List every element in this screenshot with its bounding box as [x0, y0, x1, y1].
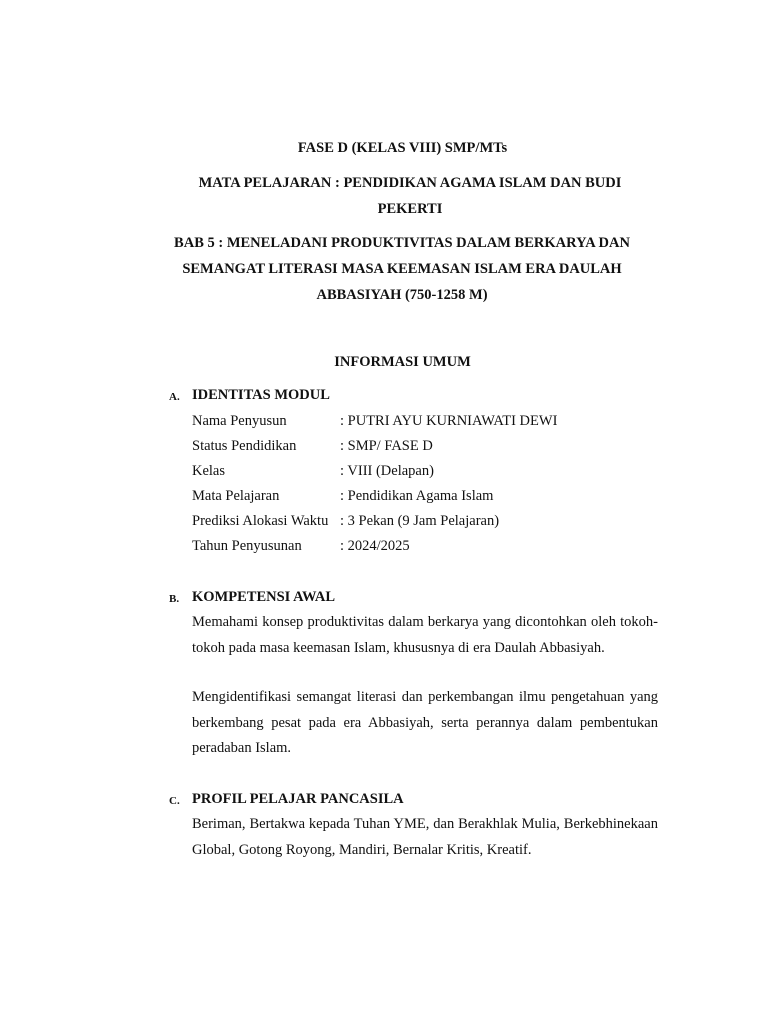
identity-value: : VIII (Delapan)	[340, 463, 434, 479]
initial-competence-paragraph: Mengidentifikasi semangat literasi dan perkembangan ilmu pengetahuan yang berkembang pesat pada era Abbasiyah, serta perannya dalam pembentukan peradaban Islam.	[192, 689, 658, 756]
identity-key: Tahun Penyusunan	[192, 538, 302, 554]
section-c-letter: C.	[169, 795, 180, 807]
general-info-heading: INFORMASI UMUM	[334, 354, 471, 370]
chapter-heading: BAB 5 : MENELADANI PRODUKTIVITAS DALAM BERKARYA DAN SEMANGAT LITERASI MASA KEEMASAN ISLAM ERA DAULAH ABBASIYAH (750-1258 M)	[174, 235, 630, 303]
identity-key: Prediksi Alokasi Waktu	[192, 513, 329, 529]
identity-row	[192, 509, 662, 534]
section-a-letter: A.	[169, 391, 180, 403]
identity-key: Nama Penyusun	[192, 413, 287, 429]
pancasila-profile-paragraph: Beriman, Bertakwa kepada Tuhan YME, dan Berakhlak Mulia, Berkebhinekaan Global, Gotong Royong, Mandiri, Bernalar Kritis, Kreatif.	[192, 816, 658, 858]
subject-heading: MATA PELAJARAN : PENDIDIKAN AGAMA ISLAM DAN BUDI PEKERTI	[198, 175, 622, 217]
identity-key: Kelas	[192, 463, 226, 479]
initial-competence-paragraph: Memahami konsep produktivitas dalam berkarya yang dicontohkan oleh tokoh-tokoh pada masa keemasan Islam, khususnya di era Daulah Abbasiyah.	[192, 614, 658, 656]
section-c-title: PROFIL PELAJAR PANCASILA	[192, 791, 404, 807]
identity-key: Mata Pelajaran	[192, 488, 280, 504]
section-b-letter: B.	[169, 593, 180, 605]
identity-value: : 2024/2025	[340, 538, 410, 554]
identity-row	[192, 484, 662, 509]
phase-heading: FASE D (KELAS VIII) SMP/MTs	[297, 140, 508, 156]
section-b-title: KOMPETENSI AWAL	[192, 589, 336, 605]
identity-value: : PUTRI AYU KURNIAWATI DEWI	[340, 413, 558, 429]
identity-row	[192, 459, 662, 484]
identity-row	[192, 409, 662, 434]
identity-row	[192, 534, 662, 559]
identity-value: : SMP/ FASE D	[340, 438, 433, 454]
identity-value: : 3 Pekan (9 Jam Pelajaran)	[340, 513, 500, 529]
section-a-title: IDENTITAS MODUL	[192, 387, 330, 403]
identity-value: : Pendidikan Agama Islam	[340, 488, 494, 504]
identity-key: Status Pendidikan	[192, 438, 297, 454]
identity-row	[192, 434, 662, 459]
